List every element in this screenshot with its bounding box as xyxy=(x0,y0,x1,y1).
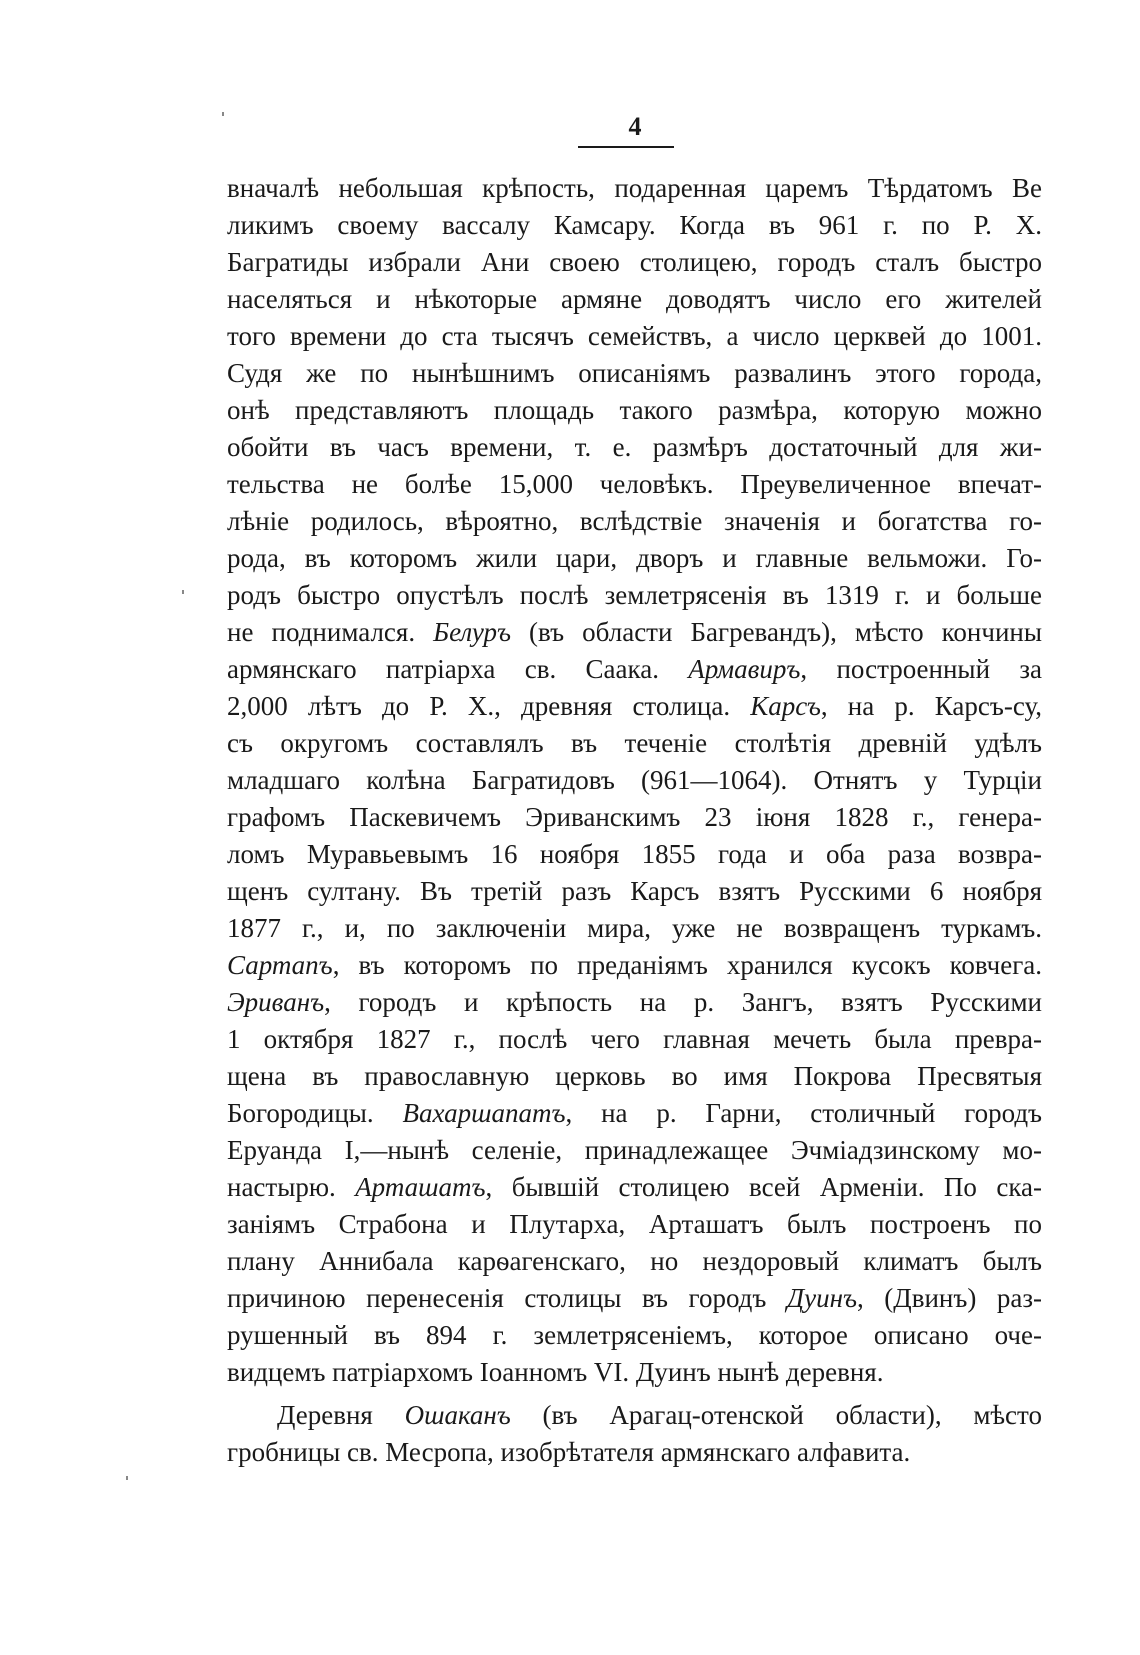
place-name: Карсъ xyxy=(750,691,821,721)
text-line: щена въ православную церковь во имя Покрова Пресвятыя xyxy=(227,1061,1042,1091)
text-line: родъ быстро опустѣлъ послѣ землетрясенія въ 1319 г. и больше xyxy=(227,580,1042,610)
place-name: Сартапъ xyxy=(227,950,333,980)
text-line xyxy=(227,688,1042,725)
text-line: младшаго колѣна Багратидовъ (961—1064). Отнятъ у Турціи xyxy=(227,765,1042,795)
body-text xyxy=(227,170,1042,1471)
text-line: ликимъ своему вассалу Камсару. Когда въ 961 г. по Р. Х. xyxy=(227,210,1042,240)
line-text-after: , построенный за xyxy=(800,654,1042,684)
text-line: рода, въ которомъ жили цари, дворъ и главные вельможи. Го- xyxy=(227,543,1042,573)
line-text-after: , въ которомъ по преданіямъ хранился кусокъ ковчега. xyxy=(332,950,1042,980)
text-line: Еруанда I,—нынѣ селеніе, принадлежащее Эчміадзинскому мо- xyxy=(227,1135,1042,1165)
text-line: рушенный въ 894 г. землетрясеніемъ, которое описано оче- xyxy=(227,1320,1042,1350)
text-line xyxy=(227,651,1042,688)
text-line xyxy=(227,1169,1042,1206)
line-text-after: , городъ и крѣпость на р. Зангъ, взятъ Русскими xyxy=(324,987,1042,1017)
place-name: Армавиръ xyxy=(688,654,801,684)
line-text-after: , на р. Гарни, столичный городъ xyxy=(565,1098,1042,1128)
text-line: съ округомъ составлялъ въ теченіе столѣтія древній удѣлъ xyxy=(227,728,1042,758)
paragraph-1 xyxy=(227,170,1042,1391)
place-name: Дуинъ xyxy=(786,1283,857,1313)
place-name: Вахаршапатъ xyxy=(402,1098,566,1128)
text-line: гробницы св. Месропа, изобрѣтателя армянскаго алфавита. xyxy=(227,1437,911,1467)
text-line xyxy=(227,1280,1042,1317)
text-line xyxy=(227,614,1042,651)
scan-speck xyxy=(182,590,184,594)
text-line: плану Аннибала карѳагенскаго, но нездоровый климатъ былъ xyxy=(227,1246,1042,1276)
line-text-before: причиною перенесенія столицы въ городъ xyxy=(227,1283,787,1313)
line-text-before: 2,000 лѣтъ до Р. Х., древняя столица. xyxy=(227,691,751,721)
line-text-before: не поднимался. xyxy=(227,617,434,647)
page-number: 4 xyxy=(628,112,642,141)
place-name: Белуръ xyxy=(433,617,511,647)
text-line: тельства не болѣе 15,000 человѣкъ. Преувеличенное впечат- xyxy=(227,469,1042,499)
line-text-after: (въ Арагац-отенской области), мѣсто xyxy=(510,1400,1042,1430)
paragraph-2 xyxy=(227,1397,1042,1471)
text-line: 1 октября 1827 г., послѣ чего главная мечеть была превра- xyxy=(227,1024,1042,1054)
text-line: Судя же по нынѣшнимъ описаніямъ развалинъ этого города, xyxy=(227,358,1042,388)
text-line: видцемъ патріархомъ Іоанномъ VI. Дуинъ нынѣ деревня. xyxy=(227,1357,884,1387)
text-line: щенъ султану. Въ третій разъ Карсъ взятъ Русскими 6 ноября xyxy=(227,876,1042,906)
text-line: ломъ Муравьевымъ 16 ноября 1855 года и оба раза возвра- xyxy=(227,839,1042,869)
text-line: заніямъ Страбона и Плутарха, Арташатъ былъ построенъ по xyxy=(227,1209,1042,1239)
line-text-after: , на р. Карсъ-су, xyxy=(820,691,1042,721)
text-line: того времени до ста тысячъ семействъ, а число церквей до 1001. xyxy=(227,321,1042,351)
text-line: населяться и нѣкоторые армяне доводятъ число его жителей xyxy=(227,284,1042,314)
line-text-after: (въ области Багревандъ), мѣсто кончины xyxy=(510,617,1042,647)
text-line xyxy=(227,984,1042,1021)
scan-speck xyxy=(222,112,224,116)
text-line: обойти въ часъ времени, т. е. размѣръ достаточный для жи- xyxy=(227,432,1042,462)
text-line xyxy=(227,947,1042,984)
text-line: вначалѣ небольшая крѣпость, подаренная царемъ Тѣрдатомъ Ве xyxy=(227,173,1042,203)
text-line xyxy=(227,1397,1042,1434)
place-name: Эриванъ xyxy=(227,987,325,1017)
text-line: лѣніе родилось, вѣроятно, вслѣдствіе значенія и богатства го- xyxy=(227,506,1042,536)
scan-speck xyxy=(126,1476,128,1480)
text-line: онѣ представляютъ площадь такого размѣра, которую можно xyxy=(227,395,1042,425)
line-text-before: Богородицы. xyxy=(227,1098,403,1128)
line-text-before: армянскаго патріарха св. Саака. xyxy=(227,654,689,684)
line-text-before: настырю. xyxy=(227,1172,356,1202)
line-text-after: , бывшій столицею всей Арменіи. По ска- xyxy=(485,1172,1042,1202)
text-line: графомъ Паскевичемъ Эриванскимъ 23 іюня 1828 г., генера- xyxy=(227,802,1042,832)
place-name: Ошаканъ xyxy=(404,1400,511,1430)
place-name: Арташатъ xyxy=(355,1172,486,1202)
text-line: 1877 г., и, по заключеніи мира, уже не возвращенъ туркамъ. xyxy=(227,913,1042,943)
text-line: Багратиды избрали Ани своею столицею, городъ сталъ быстро xyxy=(227,247,1042,277)
text-line xyxy=(227,1095,1042,1132)
line-text-before: Деревня xyxy=(277,1400,405,1430)
line-text-after: , (Двинъ) раз- xyxy=(857,1283,1042,1313)
page-number-rule xyxy=(578,146,674,148)
